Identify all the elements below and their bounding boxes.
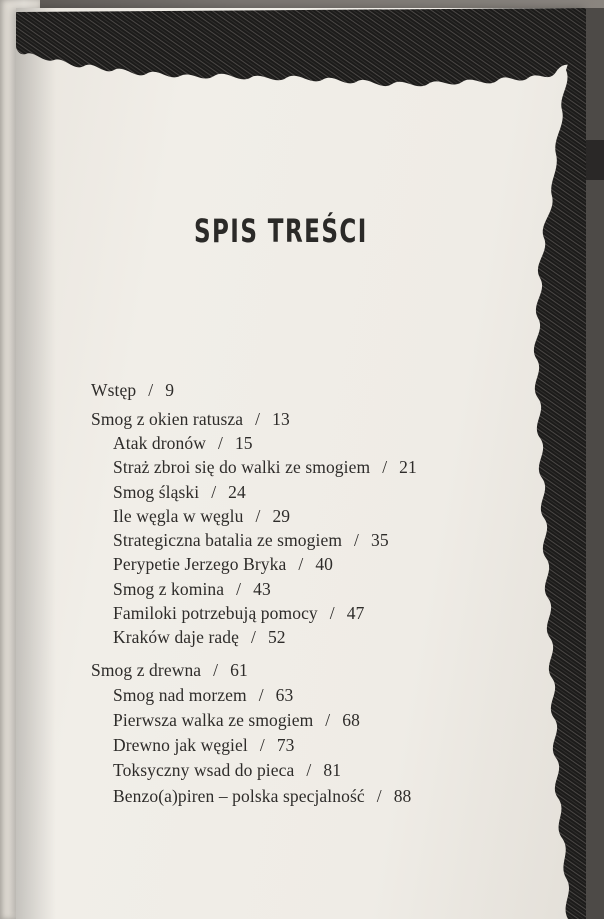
toc-entry-label: Smog z komina [113,579,225,599]
toc-entry-page: 47 [346,603,365,623]
toc-subentry [113,530,389,551]
toc-separator: / [255,506,261,526]
toc-subentry [113,627,286,648]
toc-entry-page: 81 [323,760,342,780]
toc-entry [91,380,174,401]
toc-entry-label: Pierwsza walka ze smogiem [113,710,314,730]
toc-entry-label: Smog z okien ratusza [91,409,244,429]
toc-entry-label: Smog nad morzem [113,685,247,705]
toc-entry-label: Ile węgla w węglu [113,506,244,526]
toc-entry-page: 29 [272,506,291,526]
toc-subentry [113,457,417,478]
toc-entry-page: 21 [399,457,417,477]
toc-separator: / [211,482,217,502]
toc-entry-page: 43 [253,579,271,599]
toc-entry-page: 88 [393,786,412,806]
toc-subentry [113,603,364,624]
toc-subentry [113,685,293,706]
toc-entry-label: Smog śląski [113,482,200,502]
toc-entry-label: Smog z drewna [91,660,202,680]
toc-entry-page: 15 [234,433,253,453]
toc-entry-page: 40 [315,554,334,574]
toc-subentry [113,786,411,807]
toc-entry-label: Strategiczna batalia ze smogiem [113,530,343,550]
toc-separator: / [259,735,265,755]
toc-separator: / [217,433,223,453]
toc-entry-page: 9 [165,380,175,400]
toc-separator: / [325,710,331,730]
toc-entry-page: 24 [228,482,246,502]
toc-entry-page: 68 [342,710,360,730]
toc-entry-page: 63 [275,685,294,705]
toc-entry-label: Wstęp [91,380,137,400]
toc-entry [91,660,248,681]
toc-separator: / [236,579,242,599]
toc-subentry [113,554,333,575]
toc-entry-label: Drewno jak węgiel [113,735,248,755]
toc-entry-label: Benzo(a)piren – polska specjalność [113,786,365,806]
toc-subentry [113,433,253,454]
toc-entry-label: Atak dronów [113,433,206,453]
toc-separator: / [213,660,219,680]
toc-separator: / [382,457,388,477]
toc-entry [91,409,290,430]
toc-separator: / [255,409,261,429]
toc-entry-page: 73 [276,735,295,755]
toc-entry-page: 35 [371,530,389,550]
toc-separator: / [258,685,264,705]
toc-subentry [113,579,271,600]
toc-separator: / [250,627,256,647]
toc-entry-page: 13 [272,409,290,429]
toc-separator: / [354,530,360,550]
toc-entry-page: 52 [267,627,286,647]
toc-separator: / [329,603,335,623]
toc-separator: / [376,786,382,806]
toc-subentry [113,482,246,503]
toc-subentry [113,735,295,756]
toc-subentry [113,760,341,781]
toc-entry-label: Kraków daje radę [113,627,239,647]
toc-subentry [113,506,290,527]
toc-entry-page: 61 [230,660,248,680]
toc-separator: / [298,554,304,574]
toc-separator: / [148,380,154,400]
page-title: SPIS TREŚCI [193,212,368,250]
toc-entry-label: Familoki potrzebują pomocy [113,603,318,623]
toc-subentry [113,710,360,731]
toc-entry-label: Perypetie Jerzego Bryka [113,554,287,574]
toc-separator: / [306,760,312,780]
toc-entry-label: Toksyczny wsad do pieca [113,760,295,780]
toc-entry-label: Straż zbroi się do walki ze smogiem [113,457,371,477]
